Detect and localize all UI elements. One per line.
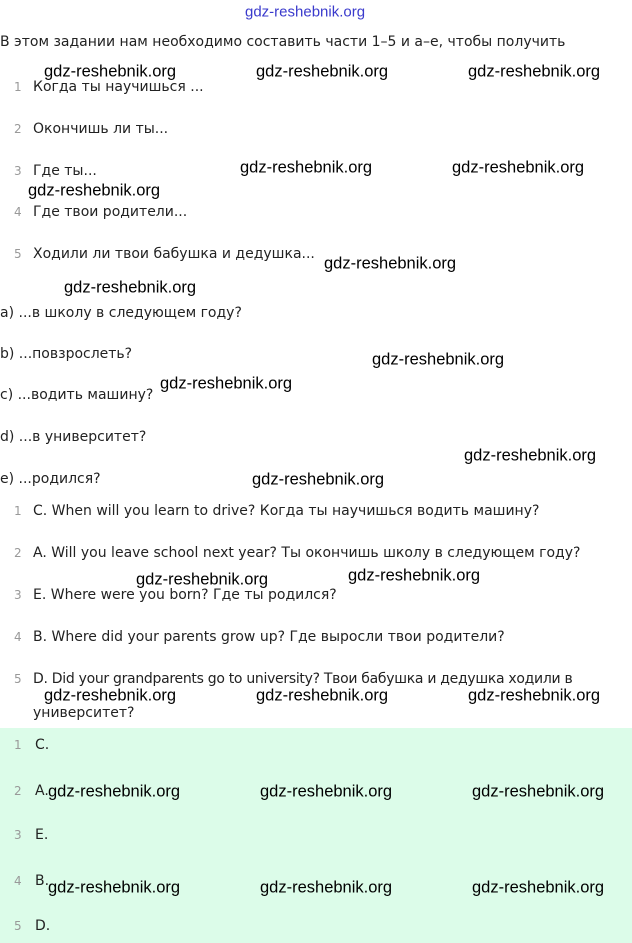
answer-text-continuation: университет?: [33, 705, 135, 721]
watermark: gdz-reshebnik.org: [245, 3, 366, 21]
ending-item: d) ...в университет?: [0, 429, 147, 445]
part-text: Где ты...: [33, 163, 97, 179]
watermark: gdz-reshebnik.org: [48, 878, 181, 897]
watermark: gdz-reshebnik.org: [468, 62, 601, 81]
answer-number: 5: [14, 672, 22, 686]
answer-text: B. Where did your parents grow up? Где выросли твои родители?: [33, 629, 505, 645]
watermark: gdz-reshebnik.org: [256, 686, 389, 705]
part-text: Ходили ли твои бабушка и дедушка...: [33, 246, 315, 262]
part-number: 2: [14, 122, 22, 136]
intro-text: В этом задании нам необходимо составить части 1–5 и a–e, чтобы получить: [0, 34, 566, 50]
watermark: gdz-reshebnik.org: [64, 278, 197, 297]
part-text: Где твои родители...: [33, 204, 188, 220]
watermark: gdz-reshebnik.org: [48, 782, 181, 801]
answer-number: 3: [14, 588, 22, 602]
watermark: gdz-reshebnik.org: [136, 570, 269, 589]
part-text: Когда ты научишься ...: [33, 79, 204, 95]
short-answer-number: 2: [14, 784, 22, 798]
ending-item: e) ...родился?: [0, 471, 101, 487]
ending-item: b) ...повзрослеть?: [0, 346, 133, 362]
answer-text: A. Will you leave school next year? Ты окончишь школу в следующем году?: [33, 545, 581, 561]
answer-panel: [0, 728, 632, 943]
answer-number: 4: [14, 630, 22, 644]
part-text: Окончишь ли ты...: [33, 121, 169, 137]
answer-number: 1: [14, 504, 22, 518]
part-number: 3: [14, 164, 22, 178]
watermark: gdz-reshebnik.org: [160, 374, 293, 393]
part-number: 4: [14, 205, 22, 219]
watermark: gdz-reshebnik.org: [372, 350, 505, 369]
watermark: gdz-reshebnik.org: [452, 158, 585, 177]
watermark: gdz-reshebnik.org: [324, 254, 457, 273]
watermark: gdz-reshebnik.org: [28, 181, 161, 200]
short-answer: D.: [35, 918, 51, 934]
answer-text: C. When will you learn to drive? Когда ты научишься водить машину?: [33, 503, 540, 519]
short-answer-number: 1: [14, 738, 22, 752]
watermark: gdz-reshebnik.org: [256, 62, 389, 81]
short-answer: A.: [35, 783, 49, 799]
watermark: gdz-reshebnik.org: [472, 782, 605, 801]
watermark: gdz-reshebnik.org: [44, 62, 177, 81]
answer-text: D. Did your grandparents go to university? Твои бабушка и дедушка ходили в: [33, 671, 573, 687]
ending-item: c) ...водить машину?: [0, 387, 154, 403]
watermark: gdz-reshebnik.org: [348, 566, 481, 585]
ending-item: a) ...в школу в следующем году?: [0, 305, 242, 321]
watermark: gdz-reshebnik.org: [472, 878, 605, 897]
short-answer-number: 3: [14, 828, 22, 842]
watermark: gdz-reshebnik.org: [464, 446, 597, 465]
watermark: gdz-reshebnik.org: [468, 686, 601, 705]
watermark: gdz-reshebnik.org: [240, 158, 373, 177]
part-number: 1: [14, 80, 22, 94]
watermark: gdz-reshebnik.org: [260, 878, 393, 897]
answer-text: E. Where were you born? Где ты родился?: [33, 587, 337, 603]
short-answer-number: 5: [14, 919, 22, 933]
watermark: gdz-reshebnik.org: [260, 782, 393, 801]
short-answer: B.: [35, 873, 50, 889]
watermark: gdz-reshebnik.org: [252, 470, 385, 489]
short-answer-number: 4: [14, 874, 22, 888]
short-answer: E.: [35, 827, 49, 843]
watermark: gdz-reshebnik.org: [44, 686, 177, 705]
part-number: 5: [14, 247, 22, 261]
short-answer: C.: [35, 737, 50, 753]
answer-number: 2: [14, 546, 22, 560]
